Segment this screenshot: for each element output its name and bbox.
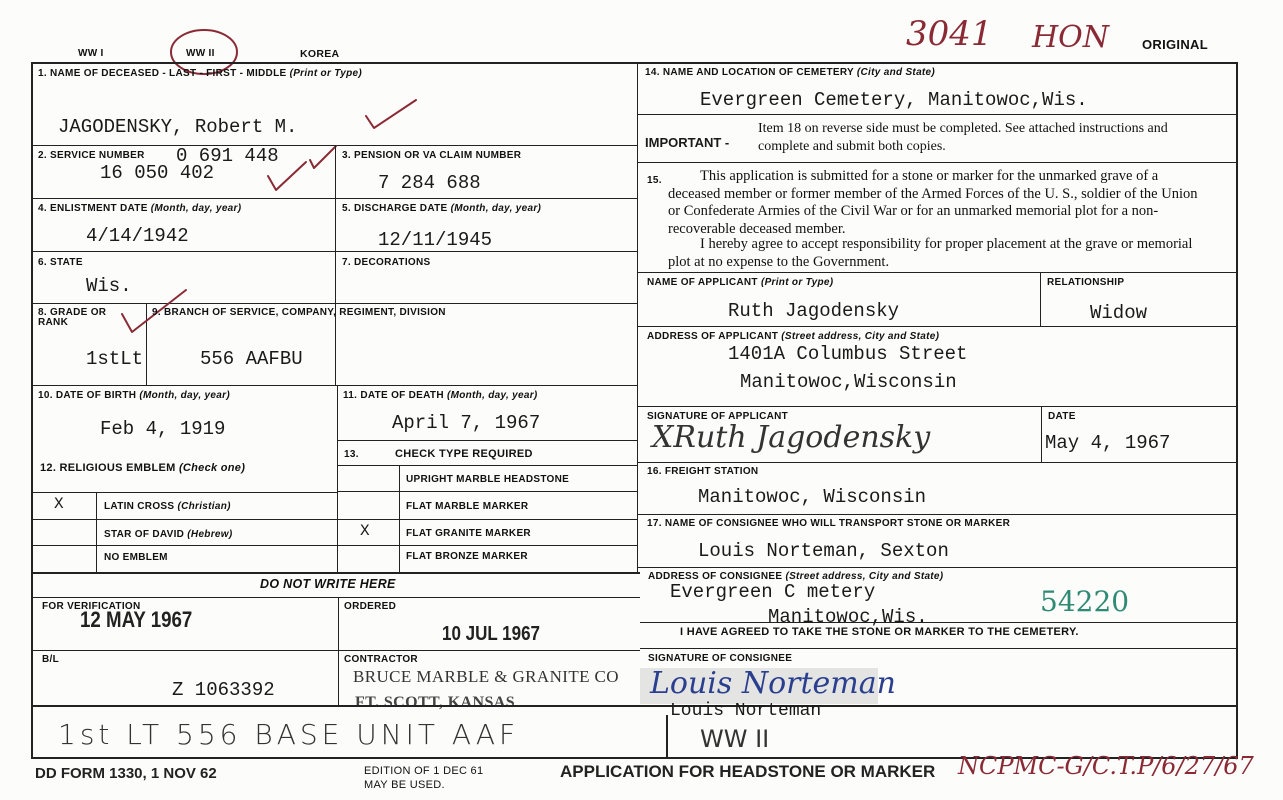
applicant-name: Ruth Jagodensky (728, 300, 900, 322)
rule (1041, 406, 1042, 462)
rule (31, 198, 637, 199)
f11-label: 11. DATE OF DEATH (Month, day, year) (343, 390, 538, 401)
rule (31, 251, 637, 252)
f12-label: 12. RELIGIOUS EMBLEM (Check one) (40, 462, 246, 474)
korea-label: KOREA (300, 48, 340, 60)
death-date: April 7, 1967 (392, 412, 541, 434)
consignee-address-label: ADDRESS OF CONSIGNEE (Street address, City and State) (648, 571, 944, 582)
type-option: FLAT GRANITE MARKER (406, 528, 531, 539)
emblem-mark: X (54, 495, 64, 513)
rule (637, 162, 1238, 163)
consignee-name: Louis Norteman, Sexton (698, 540, 949, 562)
rule (640, 648, 1238, 649)
f16-label: 16. FREIGHT STATION (647, 466, 759, 477)
f6-label: 6. STATE (38, 257, 83, 268)
f15-text-1: This application is submitted for a stone or marker for the unmarked grave of a deceased member or former member of the Armed Forces of the U. S., soldier of the Union or Confederate Armies of the Civil War or for an unmarked memorial plot for a non-recoverable deceased member. (668, 168, 1198, 237)
important-label: IMPORTANT - (645, 135, 730, 150)
consignee-signature: Louis Norteman (650, 666, 896, 701)
service-number-b: 16 050 402 (100, 162, 215, 184)
deceased-name: JAGODENSKY, Robert M. (58, 116, 298, 138)
type-option: FLAT MARBLE MARKER (406, 501, 529, 512)
address-label: ADDRESS OF APPLICANT (Street address, City and State) (647, 331, 940, 342)
rule (96, 492, 97, 572)
consignee-address-1: Evergreen C metery (670, 581, 876, 603)
cemetery-value: Evergreen Cemetery, Manitowoc,Wis. (700, 89, 1088, 111)
rule (31, 492, 337, 493)
birth-date: Feb 4, 1919 (100, 418, 226, 440)
contractor-label: CONTRACTOR (344, 654, 418, 665)
signature-label: SIGNATURE OF APPLICANT (647, 411, 789, 422)
bl-label: B/L (42, 654, 60, 665)
rule (1040, 272, 1041, 326)
rule (31, 705, 1238, 707)
consignee-typed-name: Louis Norteman (670, 701, 822, 721)
form-id: DD FORM 1330, 1 NOV 62 (35, 765, 217, 782)
emblem-option: STAR OF DAVID (Hebrew) (104, 529, 233, 540)
claim-number: 7 284 688 (378, 172, 481, 194)
important-text: Item 18 on reverse side must be completed. See attached instructions and complete and submit both copies. (758, 121, 1168, 154)
rule (637, 272, 1238, 273)
f1-label: 1. NAME OF DECEASED - LAST - FIRST - MIDDLE (Print or Type) (38, 68, 363, 79)
type-option: UPRIGHT MARBLE HEADSTONE (406, 474, 570, 485)
enlistment-date: 4/14/1942 (86, 225, 189, 247)
rule (637, 462, 1238, 463)
branch-value: 556 AAFBU (200, 348, 303, 370)
inscription: 1st LT 556 BASE UNIT AAF (58, 718, 520, 751)
date-label: DATE (1048, 411, 1076, 422)
ww2-label: WW II (186, 48, 215, 59)
rule (666, 715, 668, 759)
rule (337, 440, 637, 441)
rule (31, 385, 637, 386)
f4-label: 4. ENLISTMENT DATE (Month, day, year) (38, 203, 242, 214)
f9-label: 9. BRANCH OF SERVICE, COMPANY, REGIMENT, DIVISION (152, 307, 446, 318)
rule (637, 514, 1238, 515)
consignee-sig-label: SIGNATURE OF CONSIGNEE (648, 653, 793, 664)
rule (337, 465, 637, 466)
verification-stamp: 12 MAY 1967 (80, 607, 193, 632)
f3-label: 3. PENSION OR VA CLAIM NUMBER (342, 150, 522, 161)
rule (637, 326, 1238, 327)
relationship-value: Widow (1090, 302, 1148, 324)
applicant-label: NAME OF APPLICANT (Print or Type) (647, 277, 834, 288)
rule (31, 650, 640, 651)
f15-num: 15. (647, 175, 662, 186)
f10-label: 10. DATE OF BIRTH (Month, day, year) (38, 390, 230, 401)
ordered-stamp: 10 JUL 1967 (442, 623, 540, 645)
rule (637, 114, 1238, 115)
ww1-label: WW I (78, 48, 104, 59)
discharge-date: 12/11/1945 (378, 229, 493, 251)
handwritten-code: 3041 (906, 14, 993, 54)
rule (338, 597, 339, 705)
f8-label: 8. GRADE OR RANK (38, 307, 107, 328)
f7-label: 7. DECORATIONS (342, 257, 431, 268)
type-option: FLAT BRONZE MARKER (406, 551, 528, 562)
type-mark: X (360, 522, 370, 540)
original-label: ORIGINAL (1142, 37, 1208, 52)
rule (31, 545, 337, 546)
rule (337, 491, 637, 492)
grade-value: 1stLt (86, 348, 144, 370)
rule (640, 622, 1238, 623)
rule (31, 572, 640, 574)
emblem-option: LATIN CROSS (Christian) (104, 501, 231, 512)
f13-label: CHECK TYPE REQUIRED (395, 448, 533, 460)
contractor-line2: FT. SCOTT, KANSAS (355, 694, 516, 711)
rule (637, 567, 1238, 568)
address-line1: 1401A Columbus Street (728, 343, 968, 365)
date-value: May 4, 1967 (1045, 432, 1171, 454)
center-divider (637, 62, 638, 572)
f17-label: 17. NAME OF CONSIGNEE WHO WILL TRANSPORT STONE OR MARKER (647, 518, 1011, 529)
inscription-tail: WW II (700, 725, 770, 753)
form-title: APPLICATION FOR HEADSTONE OR MARKER (560, 762, 936, 781)
f13-num: 13. (344, 449, 359, 460)
rule (31, 597, 640, 598)
handwritten-note: NCPMC-G/C.T.P/6/27/67 (958, 752, 1254, 780)
ordered-label: ORDERED (344, 601, 397, 612)
do-not-write-label: DO NOT WRITE HERE (260, 577, 396, 591)
rule (337, 519, 637, 520)
f2-label: 2. SERVICE NUMBER (38, 150, 145, 161)
rule (335, 145, 336, 385)
rule (337, 545, 637, 546)
f5-label: 5. DISCHARGE DATE (Month, day, year) (342, 203, 542, 214)
emblem-option: NO EMBLEM (104, 552, 168, 563)
f15-text-2: I hereby agree to accept responsibility for proper placement at the grave or memorial plot at no expense to the Government. (668, 236, 1193, 270)
freight-station: Manitowoc, Wisconsin (698, 486, 927, 508)
service-number-a: 0 691 448 (176, 145, 279, 167)
address-line2: Manitowoc,Wisconsin (740, 371, 957, 393)
rule (31, 519, 337, 520)
verification-label: FOR VERIFICATION (42, 601, 141, 612)
relationship-label: RELATIONSHIP (1047, 277, 1125, 288)
bl-value: Z 1063392 (172, 679, 275, 701)
rule (637, 406, 1238, 407)
contractor-line1: BRUCE MARBLE & GRANITE CO (353, 667, 619, 686)
check-mark (360, 94, 420, 134)
f14-label: 14. NAME AND LOCATION OF CEMETERY (City and State) (645, 67, 936, 78)
agreed-text: I HAVE AGREED TO TAKE THE STONE OR MARKER TO THE CEMETERY. (680, 626, 1079, 638)
consignee-address-2: Manitowoc,Wis. (768, 606, 928, 628)
handwritten-hon: HON (1032, 20, 1110, 55)
applicant-signature: XRuth Jagodensky (652, 420, 931, 455)
state-value: Wis. (86, 275, 132, 297)
check-mark (262, 140, 342, 196)
handwritten-zip: 54220 (1040, 585, 1130, 618)
rule (337, 385, 338, 572)
edition-note: EDITION OF 1 DEC 61 MAY BE USED. (364, 765, 484, 791)
